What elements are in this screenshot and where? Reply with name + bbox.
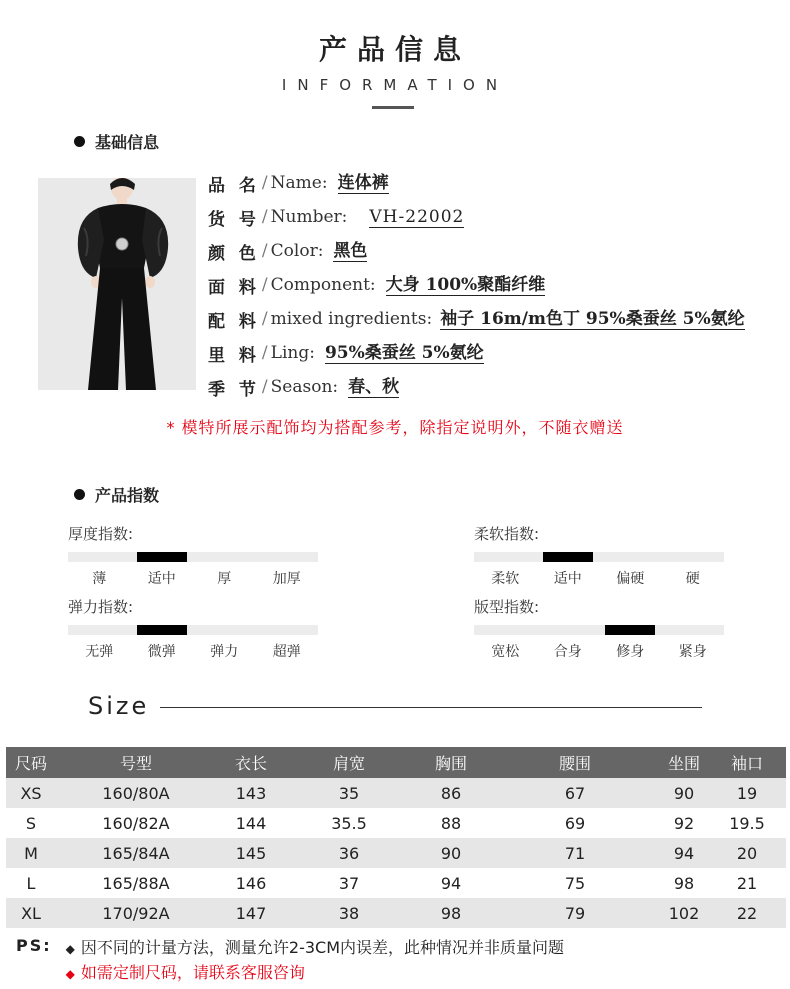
accessory-notice: * 模特所展示配饰均为搭配参考，除指定说明外，不随衣赠送 bbox=[166, 418, 624, 437]
table-cell: 165/88A bbox=[102, 873, 170, 893]
table-cell: XL bbox=[21, 903, 41, 923]
index-tick: 柔软 bbox=[491, 571, 520, 587]
index-ticks bbox=[474, 641, 724, 661]
table-cell: 143 bbox=[235, 783, 267, 803]
info-key: 颜 色 bbox=[208, 243, 260, 264]
slash-separator: / bbox=[261, 275, 268, 295]
table-cell: 94 bbox=[440, 873, 462, 893]
table-cell: 21 bbox=[736, 873, 758, 893]
slash-separator: / bbox=[261, 207, 268, 227]
info-value: 黑色 bbox=[333, 240, 368, 261]
index-label: 厚度指数: bbox=[68, 525, 134, 543]
table-cell: 92 bbox=[673, 813, 695, 833]
table-cell: 20 bbox=[736, 843, 758, 863]
page-subtitle: INFORMATION bbox=[281, 76, 509, 94]
info-key-en: Color: bbox=[270, 241, 324, 261]
index-label: 柔软指数: bbox=[474, 525, 540, 543]
index-tick: 厚 bbox=[217, 571, 232, 587]
column-header: 肩宽 bbox=[332, 754, 365, 773]
basic-info-heading bbox=[74, 130, 159, 153]
table-cell: 160/80A bbox=[102, 783, 170, 803]
size-table bbox=[6, 747, 786, 928]
info-value: 95%桑蚕丝 5%氨纶 bbox=[324, 342, 484, 363]
index-ticks bbox=[68, 568, 318, 588]
table-cell: M bbox=[24, 843, 38, 863]
table-cell: 160/82A bbox=[102, 813, 170, 833]
table-cell: 146 bbox=[235, 873, 267, 893]
table-cell: 19.5 bbox=[729, 813, 765, 833]
table-row bbox=[6, 778, 786, 808]
slash-separator: / bbox=[261, 343, 268, 363]
info-row-lining bbox=[208, 336, 745, 370]
index-tick: 修身 bbox=[616, 644, 645, 660]
table-cell: 79 bbox=[564, 903, 586, 923]
table-cell: 86 bbox=[440, 783, 462, 803]
table-cell: 145 bbox=[235, 843, 267, 863]
table-cell: 90 bbox=[673, 783, 695, 803]
index-ticks bbox=[68, 641, 318, 661]
ps-notes bbox=[16, 936, 564, 986]
info-key: 面 料 bbox=[208, 277, 260, 298]
product-index-heading-text: 产品指数 bbox=[95, 486, 160, 505]
info-key: 里 料 bbox=[208, 345, 260, 366]
slash-separator: / bbox=[261, 309, 268, 329]
info-value: 大身 100%聚酯纤维 bbox=[385, 274, 546, 295]
index-tick: 适中 bbox=[553, 571, 582, 587]
info-key-en: Name: bbox=[270, 173, 328, 193]
table-cell: 88 bbox=[440, 813, 462, 833]
table-cell: 35 bbox=[338, 783, 360, 803]
elasticity-index bbox=[68, 596, 318, 661]
table-cell: 147 bbox=[235, 903, 267, 923]
info-value: 春、秋 bbox=[348, 376, 400, 397]
table-cell: 71 bbox=[564, 843, 586, 863]
index-label: 版型指数: bbox=[474, 598, 540, 616]
product-photo bbox=[38, 178, 196, 390]
column-header: 胸围 bbox=[434, 754, 467, 773]
index-ticks bbox=[474, 568, 724, 588]
table-row bbox=[6, 808, 786, 838]
index-track bbox=[68, 625, 318, 635]
size-heading: Size bbox=[88, 692, 150, 720]
index-tick: 薄 bbox=[92, 571, 107, 587]
ps-note-measurement bbox=[66, 936, 564, 961]
ps-note-text: 因不同的计量方法，测量允许2-3CM内误差，此种情况并非质量问题 bbox=[80, 938, 565, 957]
index-tick: 微弹 bbox=[147, 644, 176, 660]
column-header: 尺码 bbox=[14, 754, 47, 773]
table-row bbox=[6, 868, 786, 898]
table-row bbox=[6, 898, 786, 928]
info-row-component bbox=[208, 268, 745, 302]
table-cell: 38 bbox=[338, 903, 360, 923]
slash-separator: / bbox=[261, 377, 268, 397]
info-value: 连体裤 bbox=[337, 172, 389, 193]
index-tick: 偏硬 bbox=[616, 571, 645, 587]
index-label: 弹力指数: bbox=[68, 598, 134, 616]
index-tick: 加厚 bbox=[272, 571, 301, 587]
table-cell: 98 bbox=[440, 903, 462, 923]
table-cell: 19 bbox=[736, 783, 758, 803]
index-marker bbox=[137, 552, 187, 562]
info-value: VH-22002 bbox=[369, 206, 465, 227]
index-marker bbox=[605, 625, 655, 635]
table-cell: XS bbox=[20, 783, 42, 803]
info-row-color bbox=[208, 234, 745, 268]
table-cell: 165/84A bbox=[102, 843, 170, 863]
info-row-name bbox=[208, 166, 745, 200]
column-header: 坐围 bbox=[667, 754, 700, 773]
table-cell: 90 bbox=[440, 843, 462, 863]
fit-index bbox=[474, 596, 724, 661]
info-key: 货 号 bbox=[208, 209, 260, 230]
index-track bbox=[474, 625, 724, 635]
slash-separator: / bbox=[261, 173, 268, 193]
table-cell: 22 bbox=[736, 903, 758, 923]
index-tick: 弹力 bbox=[210, 644, 239, 660]
info-key: 配 料 bbox=[208, 311, 260, 332]
index-tick: 无弹 bbox=[85, 644, 114, 660]
info-key-en: Component: bbox=[270, 275, 376, 295]
info-row-number bbox=[208, 200, 745, 234]
info-row-season bbox=[208, 370, 745, 404]
table-cell: 102 bbox=[668, 903, 700, 923]
column-header: 袖口 bbox=[730, 754, 763, 773]
info-row-mixed-ingredients bbox=[208, 302, 745, 336]
index-tick: 硬 bbox=[685, 571, 700, 587]
column-header: 号型 bbox=[119, 754, 152, 773]
table-header-row bbox=[6, 747, 786, 778]
diamond-bullet-icon: ◆ bbox=[65, 967, 75, 981]
diamond-bullet-icon: ◆ bbox=[65, 942, 75, 956]
softness-index bbox=[474, 523, 724, 588]
info-key: 季 节 bbox=[208, 379, 260, 400]
column-header: 衣长 bbox=[234, 754, 267, 773]
model-jumpsuit-illustration bbox=[38, 178, 196, 390]
index-tick: 宽松 bbox=[491, 644, 520, 660]
size-heading-line bbox=[160, 707, 702, 708]
table-cell: L bbox=[26, 873, 36, 893]
index-marker bbox=[543, 552, 593, 562]
ps-note-text: 如需定制尺码，请联系客服咨询 bbox=[80, 963, 305, 982]
index-tick: 适中 bbox=[147, 571, 176, 587]
info-value: 袖子 16m/m色丁 95%桑蚕丝 5%氨纶 bbox=[440, 308, 745, 329]
info-key-en: Number: bbox=[270, 207, 348, 227]
info-key-en: Ling: bbox=[270, 343, 315, 363]
slash-separator: / bbox=[261, 241, 268, 261]
table-cell: S bbox=[25, 813, 37, 833]
table-cell: 36 bbox=[338, 843, 360, 863]
table-cell: 35.5 bbox=[331, 813, 367, 833]
bullet-dot-icon bbox=[74, 136, 85, 147]
index-track bbox=[474, 552, 724, 562]
table-cell: 94 bbox=[673, 843, 695, 863]
info-key: 品 名 bbox=[208, 175, 260, 196]
thickness-index bbox=[68, 523, 318, 588]
index-tick: 合身 bbox=[553, 644, 582, 660]
ps-label: PS: bbox=[16, 936, 52, 955]
page-title: 产品信息 bbox=[318, 33, 471, 66]
table-cell: 75 bbox=[564, 873, 586, 893]
index-tick: 紧身 bbox=[678, 644, 707, 660]
index-tick: 超弹 bbox=[272, 644, 301, 660]
table-cell: 37 bbox=[338, 873, 360, 893]
table-cell: 170/92A bbox=[102, 903, 170, 923]
index-track bbox=[68, 552, 318, 562]
table-row bbox=[6, 838, 786, 868]
subtitle-divider bbox=[372, 106, 414, 109]
table-cell: 98 bbox=[673, 873, 695, 893]
table-cell: 67 bbox=[564, 783, 586, 803]
basic-info-heading-text: 基础信息 bbox=[95, 133, 160, 152]
info-key-en: mixed ingredients: bbox=[270, 309, 433, 329]
bullet-dot-icon bbox=[74, 489, 85, 500]
ps-note-custom bbox=[66, 961, 564, 986]
column-header: 腰围 bbox=[558, 754, 591, 773]
info-key-en: Season: bbox=[270, 377, 339, 397]
index-marker bbox=[137, 625, 187, 635]
product-info-list bbox=[208, 166, 745, 404]
table-cell: 144 bbox=[235, 813, 267, 833]
table-cell: 69 bbox=[564, 813, 586, 833]
product-index-heading bbox=[74, 483, 159, 506]
